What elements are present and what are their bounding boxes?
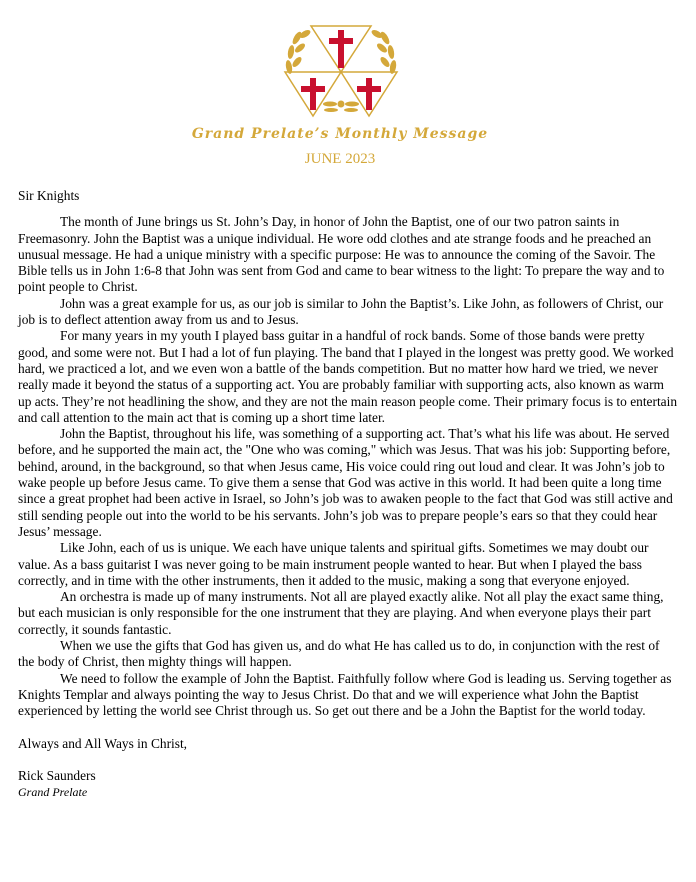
closing: Always and All Ways in Christ, bbox=[18, 735, 188, 751]
letter-body bbox=[18, 188, 678, 800]
signature-name: Rick Saunders bbox=[18, 767, 96, 783]
paragraph: John the Baptist, throughout his life, was something of a supporting act. That’s what his life was about. He served before, and he supported the main act, the "One who was coming," which was Jesus. That was his job: Supporting before, behind, around, in the background, so that when Jesus came, His voice could ring out loud and clear. It was John’s job to wake people up before Jesus came. To give them a sense that God was active in this world. It had been quite a long time since a great prophet had been active in Israel, so John’s job was to awaken people to the fact that God was still active and still sending people out into the world to be his servants. John’s job was to prepare people’s ears so that they could hear Jesus’ message. bbox=[18, 426, 673, 539]
paragraph: John was a great example for us, as our job is similar to John the Baptist’s. Like John, as followers of Christ, our job is to deflect attention away from us and to Jesus. bbox=[18, 295, 664, 328]
page-title: Grand Prelate’s Monthly Message bbox=[191, 126, 489, 142]
knights-templar-emblem-icon bbox=[283, 24, 399, 124]
paragraph: The month of June brings us St. John’s Day, in honor of John the Baptist, one of our two patron saints in Freemasonry. John the Baptist was a unique individual. He wore odd clothes and ate strange foods and he preached an unusual message. He had a unique ministry with a specific purpose: He was to announce the coming of the Savoir. The Bible tells us in John 1:6-8 that John was sent from God and came to bear witness to the light: To prepare the way and to point people to Christ. bbox=[18, 214, 665, 295]
paragraph: Like John, each of us is unique. We each have unique talents and spiritual gifts. Sometimes we may doubt our value. As a bass guitarist I was never going to be main instrument people wanted to hear. But when I played the bass correctly, and in time with the other instruments, then it added to the music, making a song that everyone enjoyed. bbox=[18, 540, 649, 588]
salutation: Sir Knights bbox=[18, 188, 80, 203]
paragraph: We need to follow the example of John the Baptist. Faithfully follow where God is leading us. Serving together as Knights Templar and always pointing the way to Jesus Christ. Do that and we will experience what John the Baptist experienced by letting the world see Christ through us. So get out there and be a John the Baptist for the world today. bbox=[18, 670, 672, 719]
paragraph: An orchestra is made up of many instruments. Not all are played exactly alike. Not all play the exact same thing, but each musician is only responsible for the one instrument that they are playing. And when everyone plays their part correctly, it sounds fantastic. bbox=[18, 589, 664, 637]
signature-title: Grand Prelate bbox=[18, 785, 88, 800]
paragraph: For many years in my youth I played bass guitar in a handful of rock bands. Some of those bands were pretty good, and some were not. But I had a lot of fun playing. The band that I played in the longest was pretty good. We worked hard, we practiced a lot, and we even won a battle of the bands competition. But no matter how hard we tried, we never really made it beyond the status of a supporting act. You are probably familiar with supporting acts, also known as warm up acts. They’re not headlining the show, and they are not the main reason people come. Their primary focus is to entertain and call attention to the main act that is coming up a short time later. bbox=[18, 328, 678, 425]
paragraph: When we use the gifts that God has given us, and do what He has called us to do, in conjunction with the rest of the body of Christ, then mighty things will happen. bbox=[18, 638, 660, 670]
issue-date: JUNE 2023 bbox=[304, 151, 376, 167]
